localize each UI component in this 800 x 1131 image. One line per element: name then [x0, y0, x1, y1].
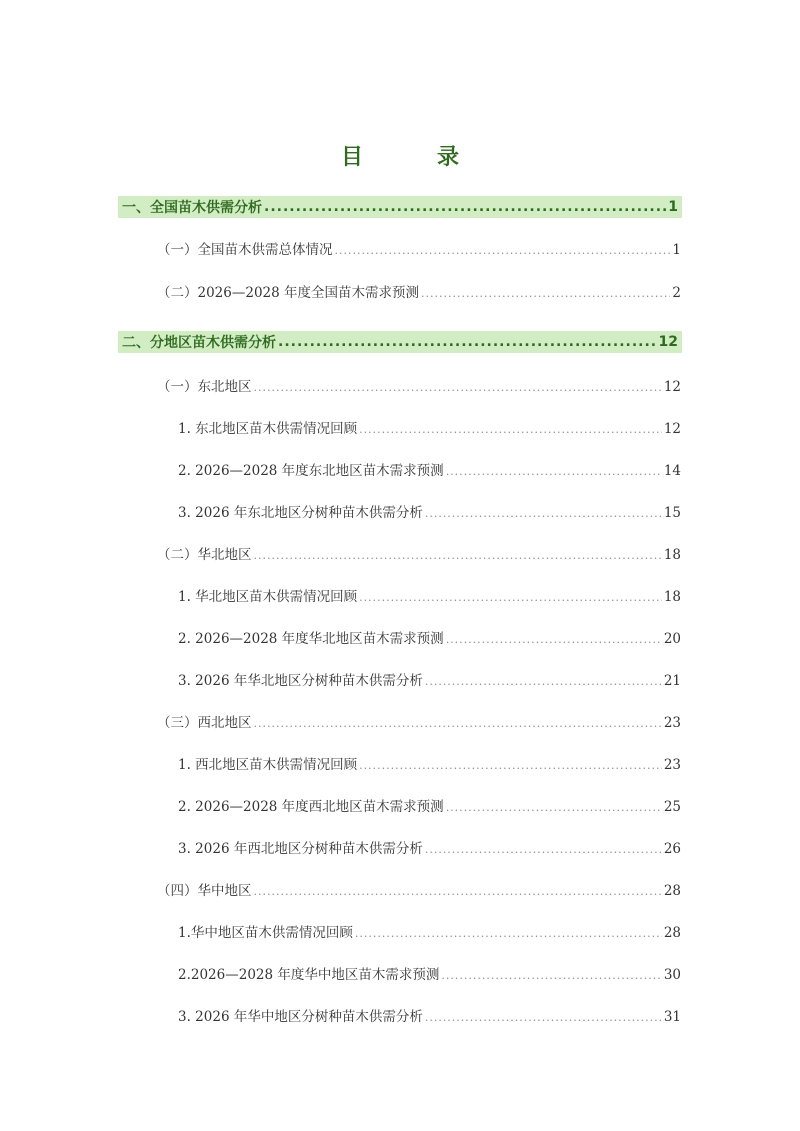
toc-entry-label: 二、分地区苗木供需分析 — [122, 335, 276, 351]
toc-page-number: 28 — [663, 883, 681, 899]
toc-dot-leader — [355, 927, 662, 940]
toc-dot-leader — [446, 633, 662, 646]
toc-subsection-entry[interactable] — [178, 753, 681, 773]
toc-section-entry[interactable] — [157, 281, 681, 301]
toc-page-number: 23 — [663, 715, 681, 731]
toc-dot-leader — [359, 759, 662, 772]
toc-dot-leader — [278, 334, 657, 350]
toc-subsection-entry[interactable] — [178, 585, 681, 605]
toc-dot-leader — [359, 423, 662, 436]
toc-entry-label: 一、全国苗木供需分析 — [122, 200, 262, 216]
toc-subsection-entry[interactable] — [178, 669, 681, 689]
toc-subsection-entry[interactable] — [178, 921, 681, 941]
toc-page-number: 14 — [663, 463, 681, 479]
toc-page-number: 12 — [663, 421, 681, 437]
toc-page-number: 12 — [663, 379, 681, 395]
toc-page-number: 31 — [663, 1009, 681, 1025]
toc-dot-leader — [425, 1011, 662, 1024]
toc-chapter-entry[interactable] — [118, 331, 682, 353]
toc-entry-label: （四）华中地区 — [157, 883, 252, 899]
toc-section-entry[interactable] — [157, 879, 681, 899]
toc-dot-leader — [359, 591, 662, 604]
toc-page-number: 12 — [658, 334, 678, 350]
toc-subsection-entry[interactable] — [178, 795, 681, 815]
toc-subsection-entry[interactable] — [178, 459, 681, 479]
toc-entry-label: 2. 2026—2028 年度西北地区苗木需求预测 — [178, 799, 444, 815]
toc-entry-label: （一）全国苗木供需总体情况 — [157, 242, 333, 258]
toc-dot-leader — [446, 801, 662, 814]
toc-dot-leader — [425, 675, 662, 688]
toc-entry-label: （一）东北地区 — [157, 379, 252, 395]
toc-subsection-entry[interactable] — [178, 837, 681, 857]
toc-entry-label: （三）西北地区 — [157, 715, 252, 731]
toc-subsection-entry[interactable] — [178, 963, 681, 983]
toc-dot-leader — [254, 717, 662, 730]
page-title: 目 录 — [340, 145, 485, 170]
toc-dot-leader — [254, 549, 662, 562]
toc-entry-label: 1. 华北地区苗木供需情况回顾 — [178, 589, 358, 605]
toc-section-entry[interactable] — [157, 543, 681, 563]
toc-page-number: 18 — [663, 547, 681, 563]
toc-subsection-entry[interactable] — [178, 627, 681, 647]
toc-page-number: 18 — [663, 589, 681, 605]
toc-page-number: 21 — [663, 673, 681, 689]
toc-entry-label: 3. 2026 年西北地区分树种苗木供需分析 — [178, 841, 423, 857]
toc-page-number: 26 — [663, 841, 681, 857]
toc-page-number: 1 — [668, 199, 678, 215]
toc-entry-label: 1. 东北地区苗木供需情况回顾 — [178, 421, 358, 437]
toc-section-entry[interactable] — [157, 238, 681, 258]
toc-entry-label: （二）华北地区 — [157, 547, 252, 563]
toc-subsection-entry[interactable] — [178, 1005, 681, 1025]
toc-entry-label: 1. 西北地区苗木供需情况回顾 — [178, 757, 358, 773]
toc-dot-leader — [446, 465, 662, 478]
toc-dot-leader — [425, 843, 662, 856]
toc-subsection-entry[interactable] — [178, 501, 681, 521]
toc-dot-leader — [254, 885, 662, 898]
toc-entry-label: 3. 2026 年华中地区分树种苗木供需分析 — [178, 1009, 423, 1025]
toc-page-number: 28 — [663, 925, 681, 941]
toc-entry-label: 2. 2026—2028 年度华北地区苗木需求预测 — [178, 631, 444, 647]
toc-dot-leader — [264, 199, 666, 215]
toc-page-number: 20 — [663, 631, 681, 647]
toc-page-number: 15 — [663, 505, 681, 521]
toc-page-number: 2 — [672, 285, 681, 301]
toc-page-number: 23 — [663, 757, 681, 773]
toc-dot-leader — [425, 507, 662, 520]
toc-page-number: 1 — [672, 242, 681, 258]
toc-entry-label: 3. 2026 年华北地区分树种苗木供需分析 — [178, 673, 423, 689]
toc-page-number: 25 — [663, 799, 681, 815]
toc-entry-label: （二）2026—2028 年度全国苗木需求预测 — [157, 285, 420, 301]
toc-entry-label: 3. 2026 年东北地区分树种苗木供需分析 — [178, 505, 423, 521]
toc-entry-label: 2.2026—2028 年度华中地区苗木需求预测 — [178, 967, 440, 983]
toc-dot-leader — [335, 244, 671, 257]
toc-section-entry[interactable] — [157, 375, 681, 395]
toc-dot-leader — [254, 381, 662, 394]
toc-dot-leader — [441, 969, 661, 982]
toc-entry-label: 2. 2026—2028 年度东北地区苗木需求预测 — [178, 463, 444, 479]
toc-subsection-entry[interactable] — [178, 417, 681, 437]
toc-chapter-entry[interactable] — [118, 196, 682, 218]
toc-entry-label: 1.华中地区苗木供需情况回顾 — [178, 925, 353, 941]
toc-page-number: 30 — [663, 967, 681, 983]
toc-section-entry[interactable] — [157, 711, 681, 731]
toc-dot-leader — [421, 287, 670, 300]
